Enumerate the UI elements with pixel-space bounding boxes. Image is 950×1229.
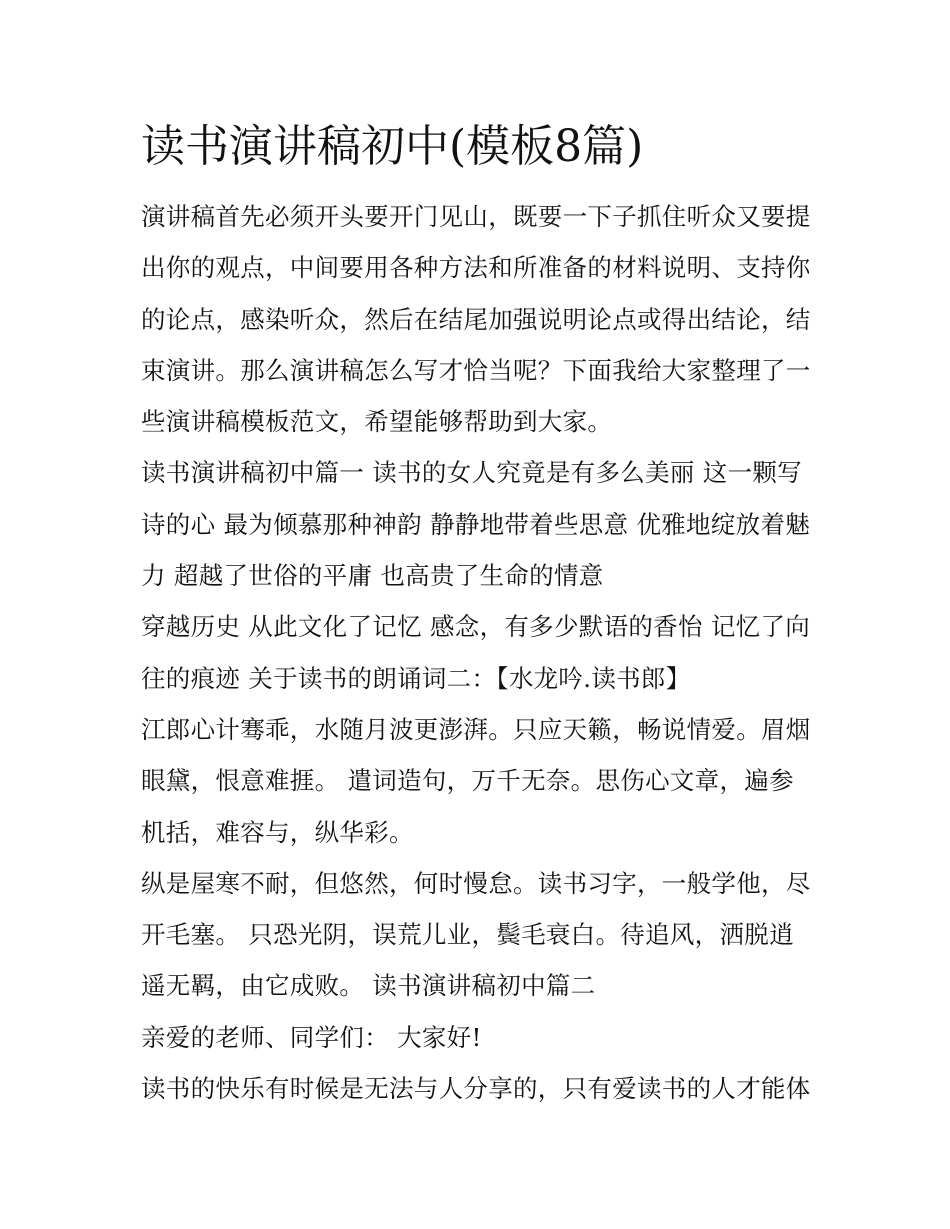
text-line: 出你的观点，中间要用各种方法和所准备的材料说明、支持你 bbox=[141, 253, 811, 283]
document-body bbox=[141, 191, 821, 1114]
text-line: 读书演讲稿初中篇一 读书的女人究竟是有多么美丽 这一颗写 bbox=[141, 458, 802, 488]
text-line: 穿越历史 从此文化了记忆 感念，有多少默语的香怡 记忆了向 bbox=[141, 612, 811, 642]
text-line: 诗的心 最为倾慕那种神韵 静静地带着些思意 优雅地绽放着魅 bbox=[141, 509, 811, 539]
document-title: 读书演讲稿初中(模板8篇) bbox=[141, 121, 644, 172]
text-line: 遥无羁，由它成败。 读书演讲稿初中篇二 bbox=[141, 971, 596, 1001]
text-line: 纵是屋寒不耐，但悠然，何时慢怠。读书习字，一般学他，尽 bbox=[141, 868, 811, 898]
text-line: 读书的快乐有时候是无法与人分享的，只有爱读书的人才能体 bbox=[141, 1074, 811, 1104]
text-line: 往的痕迹 关于读书的朗诵词二：【水龙吟.读书郎】 bbox=[141, 663, 691, 693]
paragraph-history bbox=[141, 601, 821, 704]
text-line: 亲爱的老师、同学们： 大家好! bbox=[141, 1022, 482, 1052]
text-line: 江郎心计骞乖，水随月波更澎湃。只应天籁，畅说情爱。眉烟 bbox=[141, 714, 811, 744]
paragraph-section-one bbox=[141, 447, 821, 601]
text-line: 力 超越了世俗的平庸 也高贵了生命的情意 bbox=[141, 561, 604, 591]
paragraph-greeting bbox=[141, 1012, 821, 1063]
text-line: 开毛塞。 只恐光阴，误荒儿业，鬓毛衰白。待追风，洒脱逍 bbox=[141, 920, 794, 950]
text-line: 些演讲稿模板范文，希望能够帮助到大家。 bbox=[141, 407, 613, 437]
paragraph-poem-verse-one bbox=[141, 704, 821, 858]
text-line: 眼黛，恨意难捱。 遣词造句，万千无奈。思伤心文章，遍参 bbox=[141, 766, 794, 796]
paragraph-joy-of-reading bbox=[141, 1063, 821, 1114]
text-line: 机括，难容与，纵华彩。 bbox=[141, 817, 414, 847]
text-line: 演讲稿首先必须开头要开门见山，既要一下子抓住听众又要提 bbox=[141, 202, 811, 231]
text-line: 束演讲。那么演讲稿怎么写才恰当呢？下面我给大家整理了一 bbox=[141, 355, 811, 385]
text-line: 的论点，感染听众，然后在结尾加强说明论点或得出结论，结 bbox=[141, 304, 811, 334]
paragraph-poem-verse-two bbox=[141, 858, 821, 1012]
paragraph-intro bbox=[141, 191, 821, 447]
